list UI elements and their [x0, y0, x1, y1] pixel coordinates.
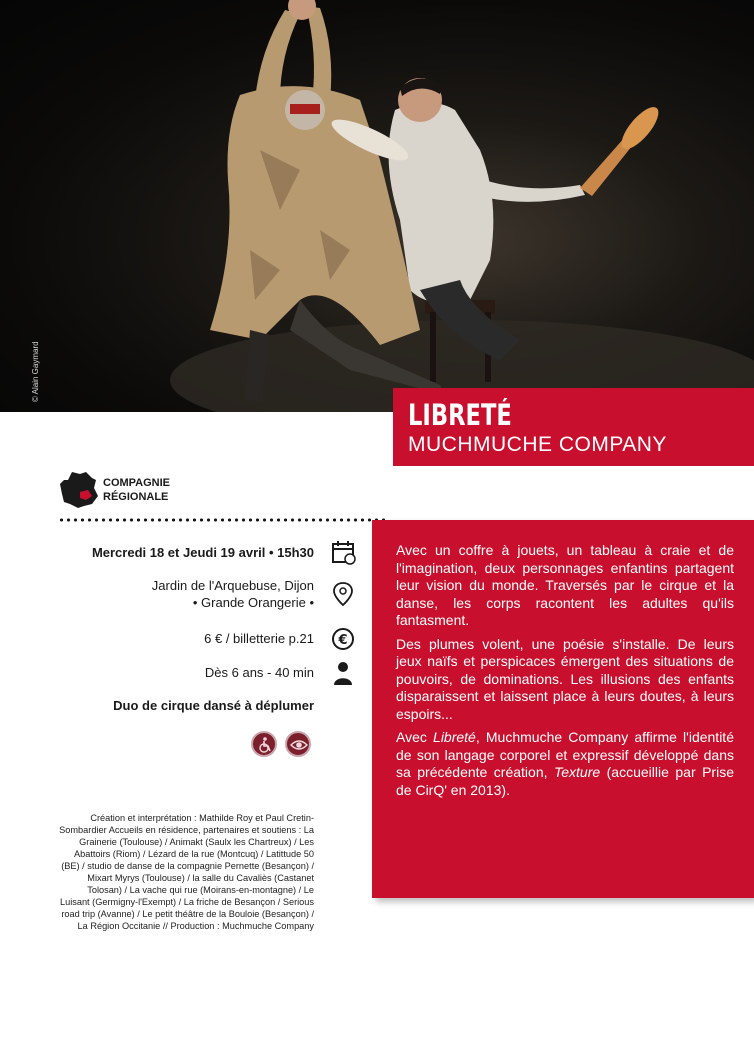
region-line1: COMPAGNIE [103, 477, 171, 489]
company-name: MUCHMUCHE COMPANY [408, 433, 667, 456]
france-map-icon [58, 470, 102, 510]
info-date: Mercredi 18 et Jeudi 19 avril • 15h30 [91, 545, 314, 560]
description-p3: Avec Libreté, Muchmuche Company affirme l'identité de son langage corporel et expressif développé dans sa précédente création, Texture (accueillie par Prise de CirQ' en 2013). [396, 729, 734, 798]
region-badge [58, 470, 188, 510]
wheelchair-icon [251, 731, 277, 757]
show-title: LIBRETÉ [408, 398, 512, 432]
region-line2: RÉGIONALE [103, 491, 169, 503]
photo-credit: © Alain Gaymard [31, 341, 40, 402]
credits-text: Création et interprétation : Mathilde Roy et Paul Cretin-Sombardier Accueils en résidence, partenaires et soutiens : La Grainerie (Toulouse) / Animakt (Saulx les Chartreux) / Les Abattoirs (Riom) / Lézard de la rue (Montcuq) / Latittude 50 (BE) / studio de danse de la compagnie Pernette (Besançon) / Mixart Myrys (Toulouse) / la salle du Cavaliès (Castanet Tolosan) / La vache qui rue (Moirans-en-montagne) / Le Luisant (Germigny-l'Exempt) / La friche de Besançon / Serious road trip (Avanne) / Le petit théâtre de la Bouloie (Besançon) / La Région Occitanie // Production : Muchmuche Company [59, 813, 314, 931]
description-p1: Avec un coffre à jouets, un tableau à craie et de l'imagination, deux personnages enfantins partagent leur vision du monde. Traversés par le cirque et la danse, les corps racontent les adultes qu'ils fantasment. [396, 542, 734, 628]
info-audience: Dès 6 ans - 40 min [204, 665, 314, 680]
performers-illustration [0, 0, 754, 412]
title-box [393, 388, 754, 466]
eye-icon [285, 731, 311, 757]
info-price: 6 € / billetterie p.21 [204, 631, 314, 646]
info-venue: Jardin de l'Arquebuse, Dijon • Grande Orangerie • [151, 578, 314, 610]
location-pin-icon [331, 581, 355, 607]
dotted-divider [58, 518, 388, 522]
info-genre: Duo de cirque dansé à déplumer [113, 698, 314, 713]
calendar-icon [331, 540, 357, 566]
svg-text:€: € [338, 633, 348, 648]
description-p2: Des plumes volent, une poésie s'installe. De leurs jeux naïfs et perspicaces émergent des situations de pouvoirs, de dominations. Les illusions des enfants disparaissent et laissent place à leurs doutes, à leurs espoirs... [396, 635, 734, 722]
description-panel [372, 520, 754, 898]
person-icon [331, 660, 355, 686]
hero-photo [0, 0, 754, 412]
euro-icon [331, 627, 355, 651]
